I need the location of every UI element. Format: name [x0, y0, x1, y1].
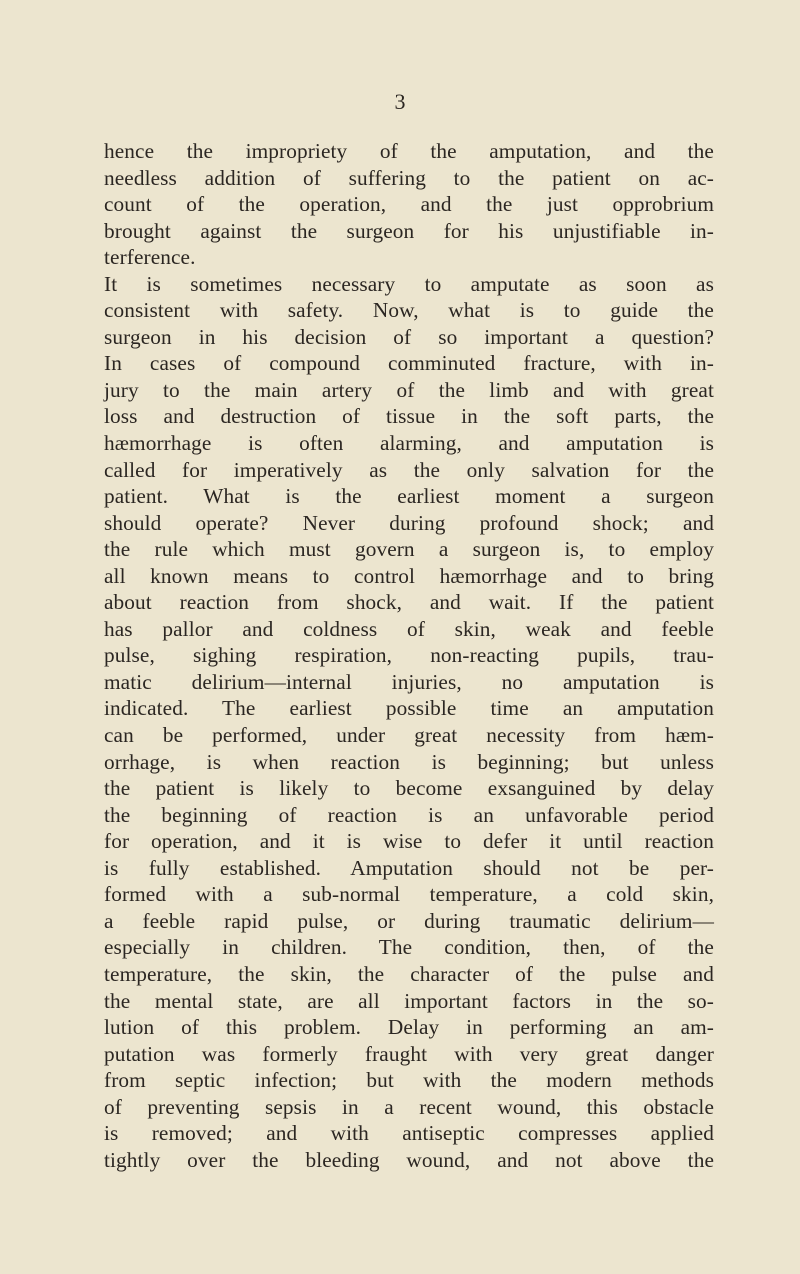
- text-line: matic delirium—internal injuries, no amputation is: [104, 669, 714, 694]
- text-line: is fully established. Amputation should not be per-: [104, 855, 714, 880]
- text-line: of preventing sepsis in a recent wound, this obstacle: [104, 1094, 714, 1119]
- text-line: In cases of compound comminuted fracture, with in-: [104, 351, 714, 376]
- text-line: pulse, sighing respiration, non-reacting pupils, trau-: [104, 643, 714, 668]
- text-line: the mental state, are all important factors in the so-: [104, 988, 714, 1013]
- text-line: can be performed, under great necessity from hæm-: [104, 723, 714, 748]
- text-line: brought against the surgeon for his unjustifiable in-: [104, 218, 714, 243]
- text-line: called for imperatively as the only salvation for the: [104, 457, 714, 482]
- text-line: surgeon in his decision of so important a question?: [104, 324, 714, 349]
- text-line: formed with a sub-normal temperature, a cold skin,: [104, 882, 714, 907]
- text-line: terference.: [104, 245, 196, 270]
- text-line: the patient is likely to become exsanguined by delay: [104, 776, 714, 801]
- text-line: has pallor and coldness of skin, weak and feeble: [104, 616, 714, 641]
- text-line: a feeble rapid pulse, or during traumatic delirium—: [104, 908, 714, 933]
- text-line: about reaction from shock, and wait. If the patient: [104, 590, 714, 615]
- text-line: from septic infection; but with the modern methods: [104, 1068, 714, 1093]
- text-line: should operate? Never during profound shock; and: [104, 510, 714, 535]
- text-line: the beginning of reaction is an unfavorable period: [104, 802, 714, 827]
- text-line: lution of this problem. Delay in performing an am-: [104, 1015, 714, 1040]
- text-line: tightly over the bleeding wound, and not above the: [104, 1147, 714, 1172]
- text-line: It is sometimes necessary to amputate as soon as: [104, 271, 714, 296]
- text-line: indicated. The earliest possible time an amputation: [104, 696, 714, 721]
- page-number: 3: [394, 89, 406, 114]
- text-line: the rule which must govern a surgeon is, to employ: [104, 537, 714, 562]
- text-line: hæmorrhage is often alarming, and amputation is: [104, 431, 714, 456]
- text-line: hence the impropriety of the amputation, and the: [104, 139, 714, 163]
- text-line: needless addition of suffering to the patient on ac-: [104, 165, 714, 190]
- text-line: patient. What is the earliest moment a surgeon: [104, 484, 714, 509]
- text-line: consistent with safety. Now, what is to guide the: [104, 298, 714, 323]
- body-text: [104, 138, 714, 1173]
- text-line: temperature, the skin, the character of the pulse and: [104, 961, 714, 986]
- text-line: all known means to control hæmorrhage and to bring: [104, 563, 714, 588]
- text-line: is removed; and with antiseptic compresses applied: [104, 1121, 714, 1146]
- text-line: for operation, and it is wise to defer it until reaction: [104, 829, 714, 854]
- text-line: especially in children. The condition, then, of the: [104, 935, 714, 960]
- text-line: jury to the main artery of the limb and with great: [104, 377, 714, 402]
- text-line: orrhage, is when reaction is beginning; but unless: [104, 749, 714, 774]
- text-line: count of the operation, and the just opprobrium: [104, 192, 714, 217]
- text-line: loss and destruction of tissue in the soft parts, the: [104, 404, 714, 429]
- text-line: putation was formerly fraught with very great danger: [104, 1041, 714, 1066]
